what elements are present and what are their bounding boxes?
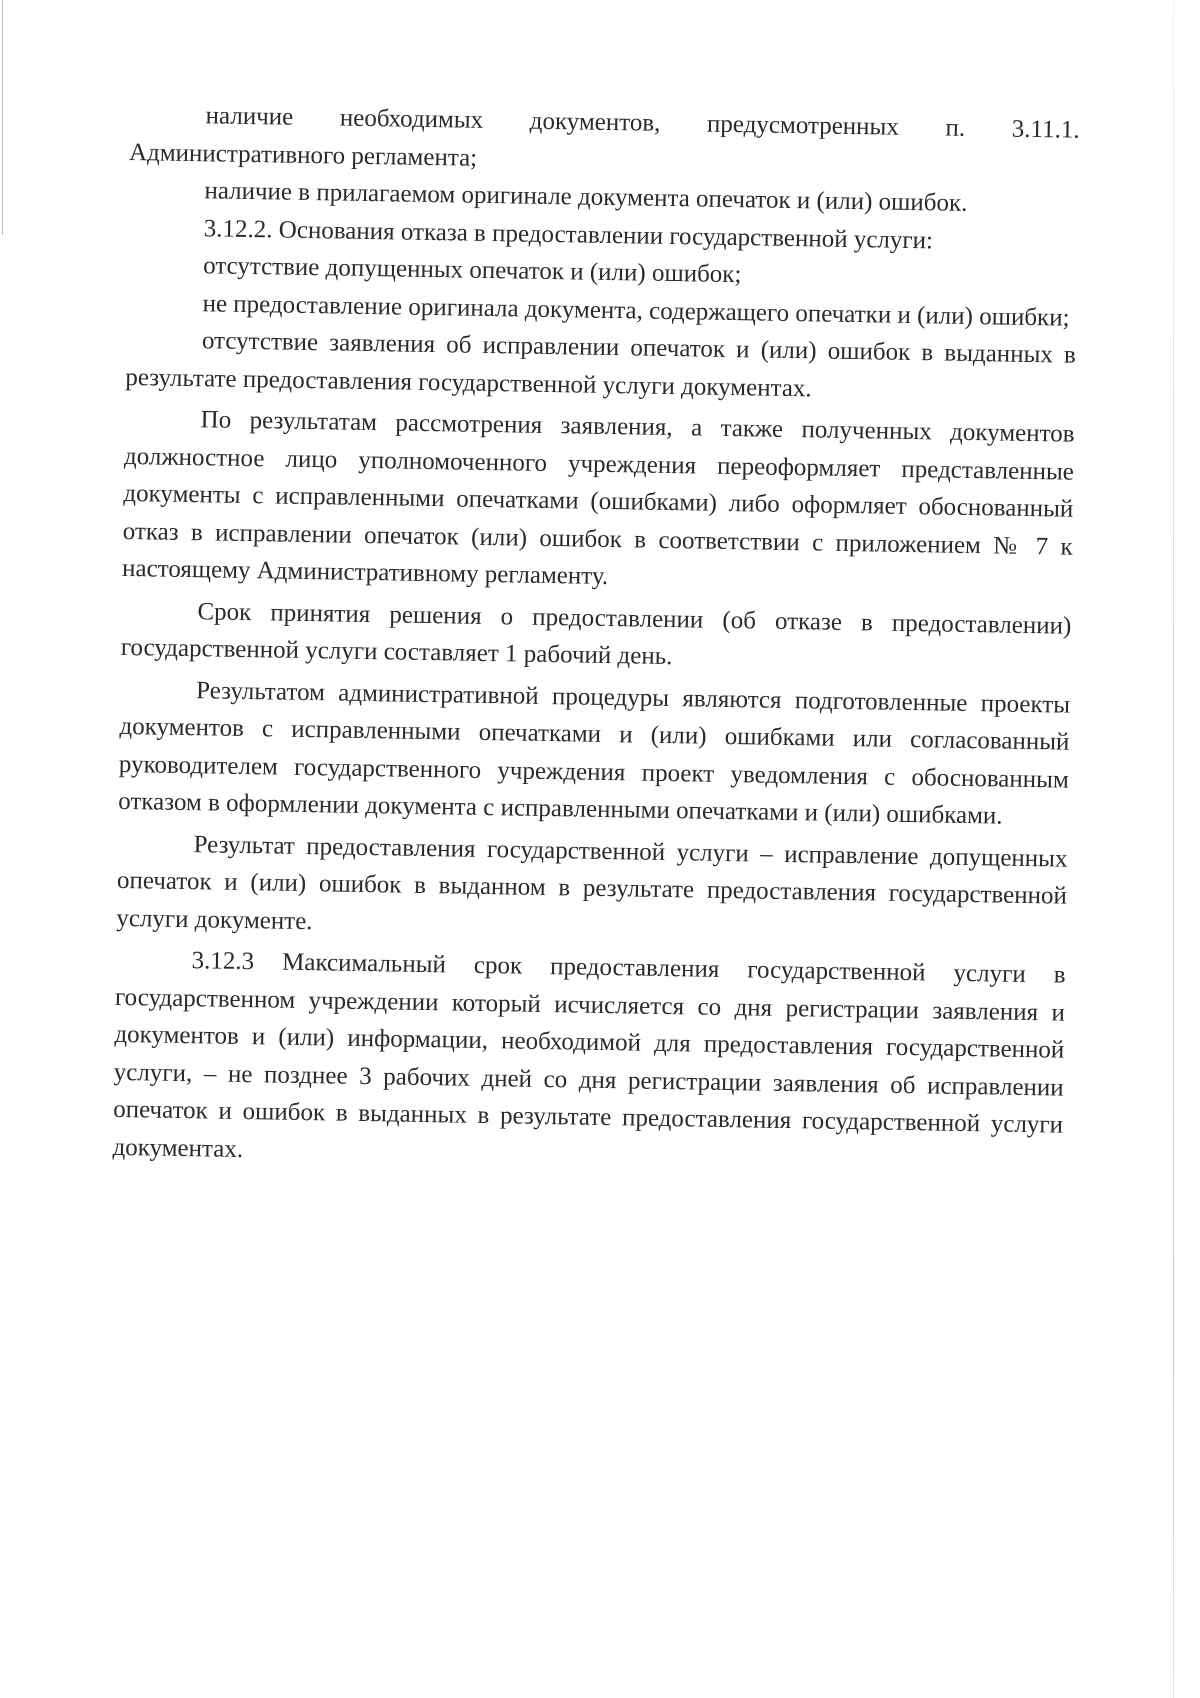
paragraph-no-application: отсутствие заявления об исправлении опечаток и (или) ошибок в выданных в результате предоставления государственной услуги документах. [125,327,1077,402]
paragraph-required-documents: наличие необходимых документов, предусмотренных п. 3.11.1. Административного регламента; [128,102,1080,172]
paragraph-service-result: Результат предоставления государственной услуги – исправление допущенных опечаток и (или) ошибок в выданном в результате предоставления государственной услуги документе. [116,830,1068,935]
paragraph-procedure-result: Результатом административной процедуры являются подготовленные проекты документов с исправленными опечатками и (или) ошибками или согласованный руководителем государственного учреждения проект уведомления с обоснованным отказом в оформлении документа с исправленными опечатками и (или) ошибками. [118,676,1071,830]
document-body [112,96,1080,1182]
scan-edge-left [2,0,3,235]
paragraph-typos-in-original: наличие в прилагаемом оригинале документа опечаток и (или) ошибок. [204,177,968,217]
paragraph-review-results: По результатам рассмотрения заявления, а также полученных документов должностное лицо уполномоченного учреждения переоформляет представленные документы с исправленными опечатками (ошибками) либо оформляет обоснованный отказ в исправлении опечаток (или) ошибок в соответствии с приложением № 7 к настоящему Административному регламенту. [121,406,1075,590]
paragraph-no-original: не предоставление оригинала документа, содержащего опечатки и (или) ошибки; [202,289,1070,332]
paragraph-max-term: 3.12.3 Максимальный срок предоставления государственной услуги в государственном учреждении который исчисляется со дня регистрации заявления и документов и (или) информации, необходимой для предоставления государственной услуги, – не позднее 3 рабочих дней со дня регистрации заявления об исправлении опечаток и ошибок в выданных в результате предоставления государственной услуги документах. [112,947,1066,1163]
paragraph-decision-term: Срок принятия решения о предоставлении (об отказе в предоставлении) государственной услуги составляет 1 рабочий день. [120,597,1072,671]
paragraph-refusal-grounds-heading: 3.12.2. Основания отказа в предоставлении государственной услуги: [203,214,934,254]
paragraph-no-typos: отсутствие допущенных опечаток и (или) ошибок; [202,252,742,289]
scan-edge-right [1173,0,1174,1698]
